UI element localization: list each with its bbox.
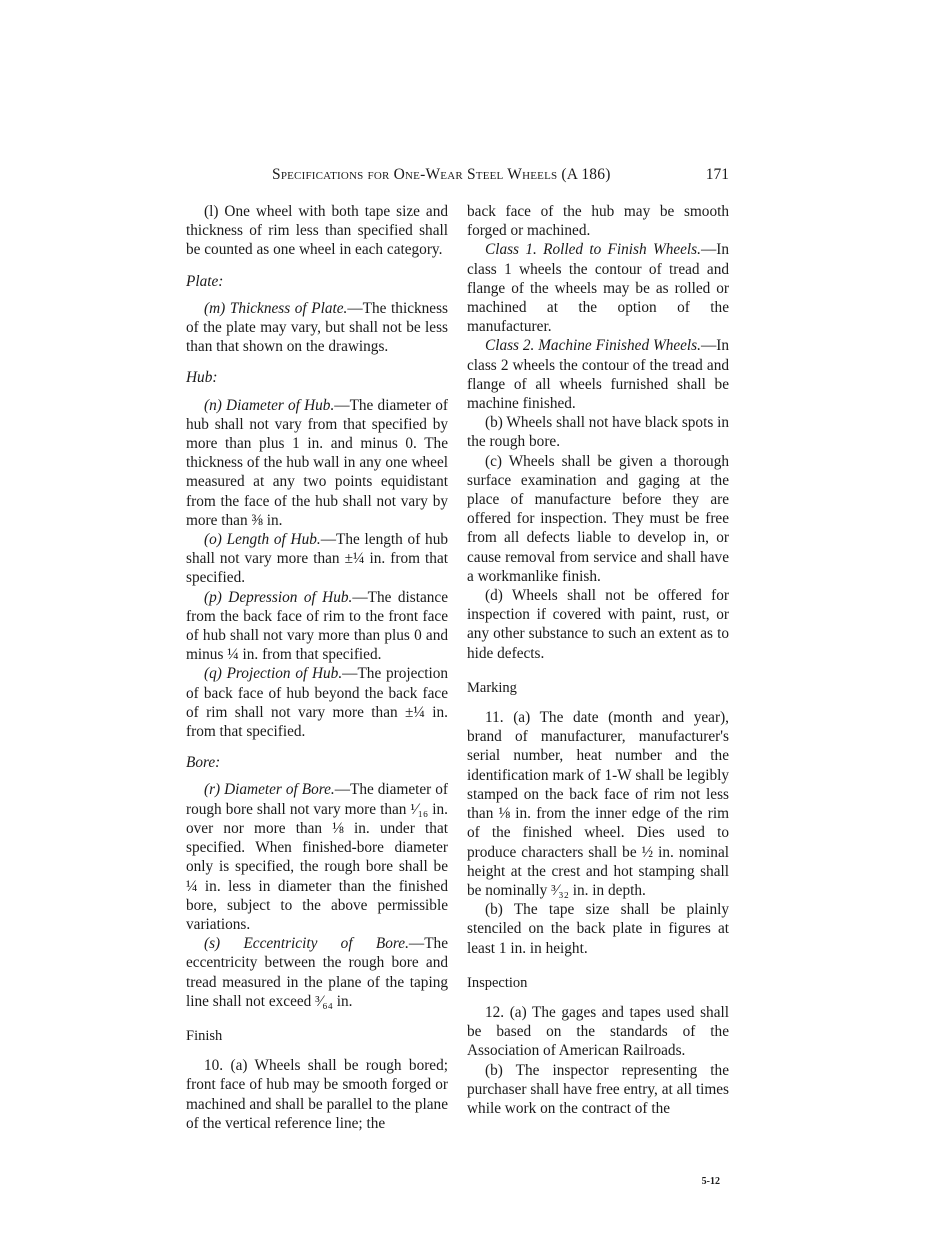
text-p: —The distance from the back face of rim to the front face of hub shall not vary more than plus 0 and minus ¼ in. from that specified.: [186, 588, 448, 664]
label-o: (o) Length of Hub.: [204, 531, 321, 549]
paragraph-p: [186, 588, 448, 665]
paragraph-s: [186, 934, 448, 1011]
text-r: —The diameter of rough bore shall not vary more than ¹⁄₁₆ in. over nor more than ⅛ in. under that specified. When finished-bore diameter only is specified, the rough bore shall be ¼ in. less in diameter than the finished bore, subject to the above permissible variations.: [186, 781, 448, 933]
paragraph-class2: [467, 336, 729, 413]
paragraph-m: [186, 299, 448, 357]
paragraph-l: (l) One wheel with both tape size and thickness of rim less than specified shall be counted as one wheel in each category.: [186, 203, 448, 259]
paragraph-class1: [467, 240, 729, 336]
paragraph-c: (c) Wheels shall be given a thorough surface examination and gaging at the place of manufacture before they are offered for inspection. They must be free from all defects liable to develop in, or cause removal from service and shall have a workmanlike finish.: [467, 452, 729, 585]
paragraph-b: (b) Wheels shall not have black spots in the rough bore.: [467, 414, 729, 451]
label-n: (n) Diameter of Hub.: [204, 396, 335, 414]
text-q: —The projection of back face of hub beyond the back face of rim shall not vary more than ±¼ in. from that specified.: [186, 665, 448, 741]
paragraph-continued: back face of the hub may be smooth forged or machined.: [467, 203, 729, 240]
heading-plate: Plate:: [186, 272, 224, 290]
label-class1: Class 1. Rolled to Finish Wheels.: [485, 241, 701, 259]
paragraph-r: [186, 780, 448, 934]
text-s: —The eccentricity between the rough bore and tread measured in the plane of the taping line shall not exceed ³⁄₆₄ in.: [186, 935, 448, 1010]
label-class2: Class 2. Machine Finished Wheels.: [485, 337, 701, 355]
left-column: [186, 202, 448, 1133]
text-o: —The length of hub shall not vary more than ±¼ in. from that specified.: [186, 531, 448, 587]
text-class2: —In class 2 wheels the contour of the tread and flange of all wheels furnished shall be machine finished.: [467, 337, 729, 413]
label-p: (p) Depression of Hub.: [204, 588, 353, 606]
running-header: [186, 166, 731, 188]
heading-finish: Finish: [186, 1027, 223, 1044]
label-r: (r) Diameter of Bore.: [204, 781, 335, 799]
label-q: (q) Projection of Hub.: [204, 665, 343, 683]
folio-mark: 5-12: [701, 1176, 720, 1187]
page-number: 171: [705, 166, 729, 183]
label-m: (m) Thickness of Plate.: [204, 299, 348, 317]
right-column: [467, 202, 729, 1118]
paragraph-12b: (b) The inspector representing the purchaser shall have free entry, at all times while work on the contract of the: [467, 1061, 729, 1117]
text-class1: —In class 1 wheels the contour of tread and flange of the wheels may be as rolled or machined at the option of the manufacturer.: [467, 241, 729, 336]
paragraph-o: [186, 530, 448, 588]
paragraph-11a: 11. (a) The date (month and year), brand of manufacturer, manufacturer's serial number, heat number and the identification mark of 1-W shall be legibly stamped on the back face of rim not less than ⅛ in. from the inner edge of the rim of the finished wheel. Dies used to produce characters shall be ½ in. nominal height at the crest and hot stamping shall be nominally ³⁄₃₂ in. in depth.: [467, 709, 729, 899]
paragraph-11b: (b) The tape size shall be plainly stenciled on the back plate in figures at least 1 in. in height.: [467, 901, 729, 957]
paragraph-10: 10. (a) Wheels shall be rough bored; front face of hub may be smooth forged or machined and shall be parallel to the plane of the vertical reference line; the: [186, 1057, 448, 1132]
paragraph-d: (d) Wheels shall not be offered for inspection if covered with paint, rust, or any other substance to such an extent as to hide defects.: [467, 587, 729, 662]
text-m: —The thickness of the plate may vary, but shall not be less than that shown on the drawings.: [186, 299, 448, 356]
heading-hub: Hub:: [186, 369, 218, 387]
running-title: Specifications for One-Wear Steel Wheels (A 186): [272, 166, 611, 183]
heading-marking: Marking: [467, 679, 517, 696]
paragraph-12a: 12. (a) The gages and tapes used shall be based on the standards of the Association of American Railroads.: [467, 1003, 729, 1060]
label-s: (s) Eccentricity of Bore.: [204, 935, 409, 953]
text-n: —The diameter of hub shall not vary from that specified by more than plus 1 in. and minus 0. The thickness of the hub wall in any one wheel measured at any two points equidistant from the face of the hub shall not vary by more than ⅜ in.: [186, 396, 448, 529]
heading-bore: Bore:: [186, 754, 221, 772]
heading-inspection: Inspection: [467, 974, 528, 991]
paragraph-q: [186, 664, 448, 741]
paragraph-n: [186, 396, 448, 530]
